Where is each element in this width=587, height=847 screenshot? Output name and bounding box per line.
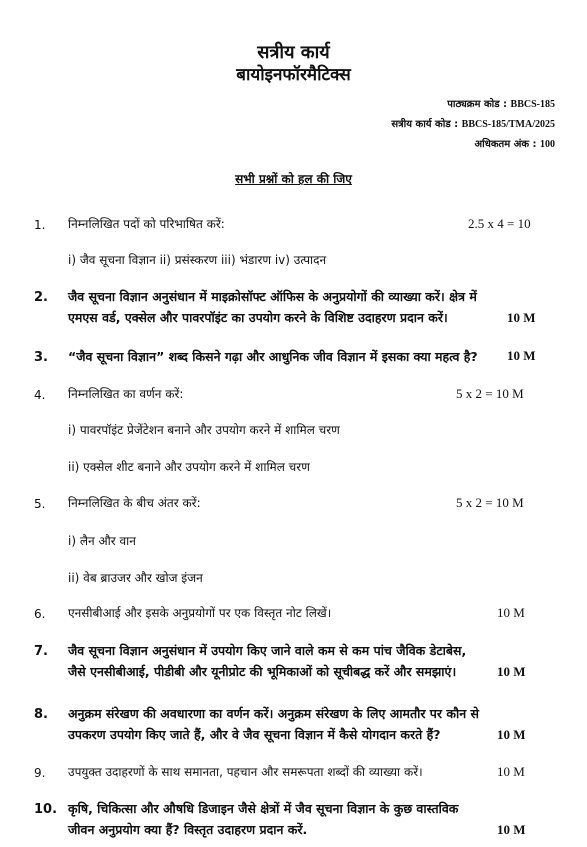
question-number: 7. (34, 644, 48, 659)
course-code-value: BBCS-185 (510, 99, 555, 110)
question-text: निम्नलिखित का वर्णन करें: (68, 387, 184, 401)
max-marks-label: अधिकतम अंक : (474, 139, 540, 150)
question-number: 3. (34, 350, 48, 365)
question-text-line: जैव सूचना विज्ञान अनुसंधान में माइक्रोसॉफ्ट ऑफिस के अनुप्रयोगों की व्याख्या करें। क्षेत्र में (68, 289, 477, 304)
question-sub-item: i) पावरपॉइंट प्रेजेंटेशन बनाने और उपयोग करने में शामिल चरण (68, 423, 340, 437)
question-number: 8. (34, 707, 48, 722)
question-number: 10. (34, 802, 58, 817)
max-marks-line (474, 135, 555, 155)
question-sub-item: i) लैन और वान (68, 534, 136, 548)
question-marks: 10 M (497, 664, 526, 679)
question-text-line: जैव सूचना विज्ञान अनुसंधान में उपयोग किए जाने वाले कम से कम पांच जैविक डेटाबेस, (68, 643, 467, 658)
question-text-line: एमएस वर्ड, एक्सेल और पावरपॉइंट का उपयोग करने के विशिष्ट उदाहरण प्रदान करें। (68, 310, 448, 325)
question-number: 6. (34, 607, 46, 621)
question-marks: 10 M (497, 727, 526, 742)
assignment-code-value: BBCS-185/TMA/2025 (461, 119, 555, 130)
question-number: 2. (34, 290, 48, 305)
question-text: “जैव सूचना विज्ञान” शब्द किसने गढ़ा और आधुनिक जीव विज्ञान में इसका क्या महत्व है? (68, 349, 478, 364)
question-text: निम्नलिखित के बीच अंतर करें: (68, 496, 201, 510)
question-sub-item: ii) एक्सेल शीट बनाने और उपयोग करने में शामिल चरण (68, 460, 310, 474)
question-marks: 10 M (497, 764, 525, 779)
question-number: 1. (34, 218, 46, 232)
question-text-line: कृषि, चिकित्सा और औषधि डिजाइन जैसे क्षेत्रों में जैव सूचना विज्ञान के कुछ वास्तविक (68, 801, 459, 816)
question-text: एनसीबीआई और इसके अनुप्रयोगों पर एक विस्तृत नोट लिखें। (68, 606, 332, 620)
question-text-line: जैसे एनसीबीआई, पीडीबी और यूनीप्रोट की भूमिकाओं को सूचीबद्ध करें और समझाएं। (68, 664, 457, 679)
max-marks-value: 100 (540, 139, 555, 150)
course-code-label: पाठ्यक्रम कोड : (447, 99, 511, 110)
question-sub-item: i) जैव सूचना विज्ञान ii) प्रसंस्करण iii) भंडारण iv) उत्पादन (68, 253, 327, 267)
question-marks: 2.5 x 4 = 10 (468, 216, 531, 231)
question-number: 4. (34, 388, 46, 402)
question-text-line: उपकरण उपयोग किए जाते हैं, और वे जैव सूचना विज्ञान में कैसे योगदान करते हैं? (68, 727, 441, 742)
question-marks: 10 M (497, 605, 525, 620)
question-marks: 10 M (507, 348, 536, 363)
assignment-code-line (391, 115, 555, 135)
instruction: सभी प्रश्नों को हल की जिए (235, 172, 352, 186)
document-subject: बायोइनफॉरमैटिक्स (236, 65, 351, 85)
question-number: 5. (34, 497, 46, 511)
question-text-line: जीवन अनुप्रयोग क्या हैं? विस्तृत उदाहरण प्रदान करें. (68, 822, 308, 837)
question-marks: 10 M (497, 822, 526, 837)
document-title: सत्रीय कार्य (257, 42, 330, 63)
question-text: उपयुक्त उदाहरणों के साथ समानता, पहचान और समरूपता शब्दों की व्याख्या करें। (68, 765, 423, 779)
question-marks: 5 x 2 = 10 M (456, 386, 524, 401)
question-sub-item: ii) वेब ब्राउजर और खोज इंजन (68, 571, 203, 585)
question-number: 9. (34, 766, 46, 780)
question-text: निम्नलिखित पदों को परिभाषित करें: (68, 217, 225, 231)
course-code-line (447, 95, 555, 115)
assignment-code-label: सत्रीय कार्य कोड : (391, 119, 462, 130)
question-marks: 5 x 2 = 10 M (456, 495, 524, 510)
question-text-line: अनुक्रम संरेखण की अवधारणा का वर्णन करें। अनुक्रम संरेखण के लिए आमतौर पर कौन से (68, 706, 479, 721)
question-marks: 10 M (507, 310, 536, 325)
